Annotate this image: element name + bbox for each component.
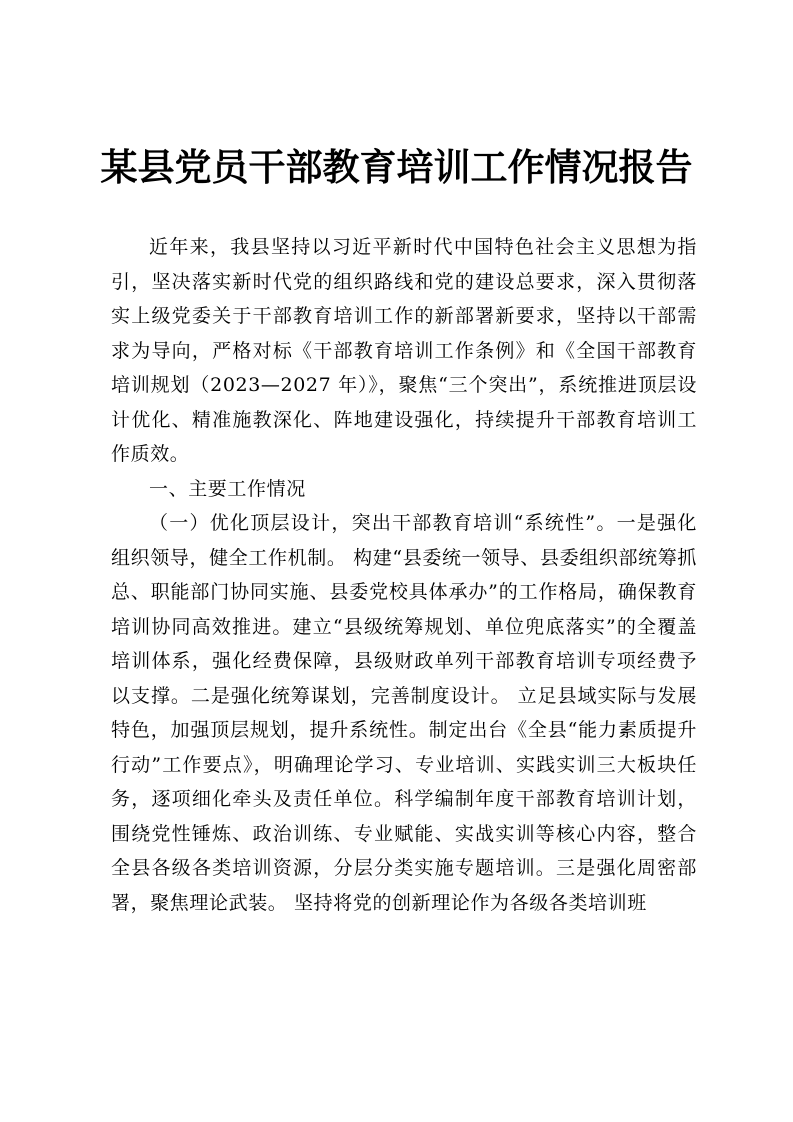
section-heading: 一、主要工作情况 (149, 477, 306, 500)
section-paragraph: （一）优化顶层设计，突出干部教育培训“系统性”。一是强化组织领导，健全工作机制。 构建“县委统一领导、县委组织部统筹抓总、职能部门协同实施、县委党校具体承办”的工作格局，确保教育培训协同高效推进。建立“县级统筹规划、单位兜底落实”的全覆盖培训体系，强化经费保障，县级财政单列干部教育培训专项经费予以支撑。二是强化统筹谋划，完善制度设计。 立足县域实际与发展特色，加强顶层规划，提升系统性。制定出台《全县“能力素质提升行动”工作要点》，明确理论学习、专业培训、实践实训三大板块任务，逐项细化牵头及责任单位。科学编制年度干部教育培训计划，围绕党性锤炼、政治训练、专业赋能、实战实训等核心内容，整合全县各级各类培训资源，分层分类实施专题培训。三是强化周密部署，聚焦理论武装。 坚持将党的创新理论作为各级各类培训班 (111, 512, 697, 914)
document-body (111, 230, 697, 920)
document-title: 某县党员干部教育培训工作情况报告 (100, 146, 693, 189)
intro-paragraph: 近年来，我县坚持以习近平新时代中国特色社会主义思想为指引，坚决落实新时代党的组织路线和党的建设总要求，深入贯彻落实上级党委关于干部教育培训工作的新部署新要求，坚持以干部需求为导向，严格对标《干部教育培训工作条例》和《全国干部教育培训规划（2023—2027 年）》，聚焦“三个突出”，系统推进顶层设计优化、精准施教深化、阵地建设强化，持续提升干部教育培训工作质效。 (111, 236, 697, 465)
